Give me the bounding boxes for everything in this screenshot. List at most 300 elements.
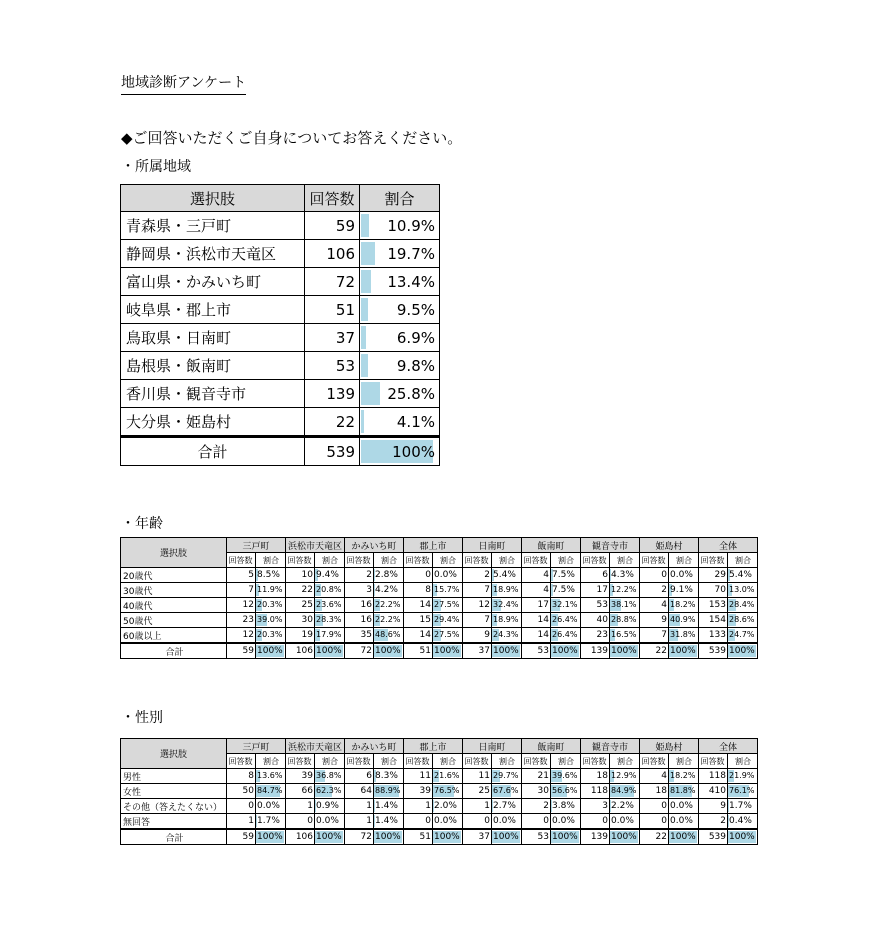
region-row: [121, 380, 440, 408]
gender-count: 1: [463, 799, 492, 814]
age-ratio-cell: [374, 583, 404, 598]
age-ratio-cell: [492, 568, 522, 583]
region-ratio: 4.1%: [396, 412, 435, 431]
region-row: [121, 268, 440, 296]
gender-count: 2: [522, 799, 551, 814]
gender-ratio: 0.0%: [611, 816, 634, 826]
gender-ratio-cell: [256, 814, 286, 830]
age-count: 7: [227, 583, 256, 598]
region-total-row: [121, 437, 440, 466]
region-ratio: 6.9%: [396, 328, 435, 347]
age-ratio: 100%: [257, 646, 283, 656]
gender-ratio: 88.9%: [375, 786, 401, 795]
region-label: 合計: [121, 437, 305, 466]
gender-header-count: 回答数: [522, 754, 551, 769]
gender-count: 0: [640, 814, 669, 830]
gender-ratio: 1.7%: [729, 801, 752, 811]
age-count: 10: [286, 568, 315, 583]
age-ratio: 22.2%: [375, 600, 401, 609]
gender-ratio: 2.7%: [493, 801, 516, 811]
age-header-group: 三戸町: [227, 538, 286, 553]
gender-ratio-cell: [315, 799, 345, 814]
gender-ratio-cell: [669, 829, 699, 845]
age-count: 23: [227, 613, 256, 628]
age-count: 7: [463, 613, 492, 628]
age-row: [121, 613, 758, 628]
age-ratio: 13.0%: [729, 585, 755, 594]
age-ratio: 28.8%: [611, 615, 637, 624]
age-header-ratio: 割合: [669, 553, 699, 568]
age-count: 4: [522, 568, 551, 583]
age-ratio-cell: [315, 568, 345, 583]
gender-count: 1: [286, 799, 315, 814]
age-count: 70: [699, 583, 728, 598]
age-count: 53: [581, 598, 610, 613]
age-ratio-cell: [610, 628, 640, 644]
gender-count: 39: [286, 769, 315, 784]
gender-header-count: 回答数: [286, 754, 315, 769]
gender-ratio: 0.9%: [316, 801, 339, 811]
gender-header-count: 回答数: [227, 754, 256, 769]
age-ratio: 9.1%: [670, 585, 693, 595]
region-row: [121, 408, 440, 437]
gender-count: 0: [286, 814, 315, 830]
age-ratio-cell: [669, 568, 699, 583]
gender-ratio-cell: [256, 829, 286, 845]
gender-count: 1: [404, 799, 433, 814]
age-ratio-cell: [610, 568, 640, 583]
age-count: 17: [522, 598, 551, 613]
age-ratio-cell: [433, 583, 463, 598]
age-ratio-cell: [551, 598, 581, 613]
age-header-group: かみいち町: [345, 538, 404, 553]
gender-count: 0: [404, 814, 433, 830]
gender-count: 139: [581, 829, 610, 845]
gender-ratio-cell: [669, 784, 699, 799]
age-count: 3: [345, 583, 374, 598]
gender-ratio: 2.0%: [434, 801, 457, 811]
gender-ratio: 2.2%: [611, 801, 634, 811]
gender-count: 51: [404, 829, 433, 845]
gender-label: 女性: [121, 784, 227, 799]
age-row: [121, 583, 758, 598]
gender-ratio-cell: [492, 784, 522, 799]
gender-count: 1: [345, 799, 374, 814]
gender-ratio: 3.8%: [552, 801, 575, 811]
age-count: 106: [286, 643, 315, 659]
age-header-count: 回答数: [286, 553, 315, 568]
gender-header-group: 全体: [699, 739, 758, 754]
gender-ratio-cell: [610, 829, 640, 845]
gender-count: 25: [463, 784, 492, 799]
age-ratio-cell: [610, 643, 640, 659]
age-ratio-cell: [728, 598, 758, 613]
gender-header-group: 姫島村: [640, 739, 699, 754]
age-count: 22: [640, 643, 669, 659]
age-count: 30: [286, 613, 315, 628]
age-ratio: 28.3%: [316, 615, 342, 624]
region-count: 53: [305, 352, 360, 380]
section-age-heading: ・年齢: [121, 516, 163, 532]
gender-ratio: 8.3%: [375, 771, 398, 781]
gender-ratio: 29.7%: [493, 771, 519, 780]
gender-row: [121, 784, 758, 799]
age-header-count: 回答数: [699, 553, 728, 568]
gender-ratio: 1.4%: [375, 801, 398, 811]
gender-ratio-cell: [374, 769, 404, 784]
region-ratio: 10.9%: [387, 216, 435, 235]
region-ratio: 19.7%: [387, 244, 435, 263]
region-ratio: 25.8%: [387, 384, 435, 403]
region-ratio-cell: [360, 212, 440, 240]
gender-count: 59: [227, 829, 256, 845]
gender-ratio-cell: [315, 829, 345, 845]
age-header-count: 回答数: [581, 553, 610, 568]
age-count: 4: [640, 598, 669, 613]
age-count: 14: [404, 628, 433, 644]
gender-ratio-cell: [315, 814, 345, 830]
age-ratio-cell: [256, 568, 286, 583]
gender-header-group: 郡上市: [404, 739, 463, 754]
age-count: 25: [286, 598, 315, 613]
gender-count: 18: [640, 784, 669, 799]
gender-count: 30: [522, 784, 551, 799]
gender-ratio: 100%: [611, 832, 637, 842]
age-ratio: 100%: [611, 646, 637, 656]
age-count: 19: [286, 628, 315, 644]
region-header-row: [121, 185, 440, 212]
age-ratio-cell: [492, 628, 522, 644]
age-ratio-cell: [551, 583, 581, 598]
gender-row: [121, 799, 758, 814]
age-header-count: 回答数: [404, 553, 433, 568]
gender-label: 男性: [121, 769, 227, 784]
age-count: 17: [581, 583, 610, 598]
gender-header-count: 回答数: [640, 754, 669, 769]
age-ratio: 100%: [434, 646, 460, 656]
gender-header-group: 日南町: [463, 739, 522, 754]
age-ratio: 15.7%: [434, 585, 460, 594]
age-label: 60歳以上: [121, 628, 227, 644]
gender-ratio: 12.9%: [611, 771, 637, 780]
gender-header-ratio: 割合: [492, 754, 522, 769]
age-ratio-cell: [728, 628, 758, 644]
section-region-heading: ・所属地域: [121, 159, 191, 175]
ratio-bar: [361, 298, 368, 321]
gender-ratio: 84.9%: [611, 786, 637, 795]
gender-count: 0: [522, 814, 551, 830]
gender-row: [121, 814, 758, 830]
age-count: 53: [522, 643, 551, 659]
age-ratio-cell: [315, 583, 345, 598]
age-count: 23: [581, 628, 610, 644]
age-ratio-cell: [551, 643, 581, 659]
gender-count: 118: [581, 784, 610, 799]
age-ratio: 0.0%: [670, 570, 693, 580]
age-label: 20歳代: [121, 568, 227, 583]
gender-count: 539: [699, 829, 728, 845]
age-count: 539: [699, 643, 728, 659]
gender-ratio-cell: [610, 769, 640, 784]
age-count: 5: [227, 568, 256, 583]
gender-header-count: 回答数: [581, 754, 610, 769]
age-ratio-cell: [433, 598, 463, 613]
gender-count: 72: [345, 829, 374, 845]
age-header-ratio: 割合: [551, 553, 581, 568]
age-header-group: 飯南町: [522, 538, 581, 553]
gender-ratio-cell: [433, 814, 463, 830]
gender-ratio: 76.1%: [729, 786, 755, 795]
gender-ratio-cell: [256, 784, 286, 799]
age-count: 16: [345, 598, 374, 613]
gender-count: 21: [522, 769, 551, 784]
region-ratio: 9.8%: [396, 356, 435, 375]
intro-text: ◆ご回答いただくご自身についてお答えください。: [121, 129, 463, 147]
gender-group-header-row: [121, 739, 758, 754]
age-group-header-row: [121, 538, 758, 553]
age-ratio: 11.9%: [257, 585, 283, 594]
age-ratio: 20.3%: [257, 600, 283, 609]
age-ratio-cell: [315, 643, 345, 659]
age-ratio-cell: [669, 598, 699, 613]
gender-ratio: 56.6%: [552, 786, 578, 795]
age-ratio-cell: [374, 643, 404, 659]
gender-ratio-cell: [551, 829, 581, 845]
region-label: 静岡県・浜松市天竜区: [121, 240, 305, 268]
age-ratio-cell: [433, 568, 463, 583]
age-count: 22: [286, 583, 315, 598]
age-header-ratio: 割合: [492, 553, 522, 568]
gender-header-count: 回答数: [699, 754, 728, 769]
gender-table: [120, 738, 758, 845]
gender-count: 2: [699, 814, 728, 830]
age-ratio-cell: [728, 568, 758, 583]
region-label: 島根県・飯南町: [121, 352, 305, 380]
gender-ratio-cell: [610, 784, 640, 799]
gender-ratio: 100%: [670, 832, 696, 842]
gender-ratio: 0.4%: [729, 816, 752, 826]
gender-ratio: 21.6%: [434, 771, 460, 780]
gender-count: 118: [699, 769, 728, 784]
gender-ratio: 81.8%: [670, 786, 696, 795]
region-count: 139: [305, 380, 360, 408]
age-ratio: 28.4%: [729, 600, 755, 609]
age-header-group: 姫島村: [640, 538, 699, 553]
region-ratio: 13.4%: [387, 272, 435, 291]
age-ratio-cell: [551, 568, 581, 583]
gender-ratio-cell: [433, 799, 463, 814]
age-ratio: 23.6%: [316, 600, 342, 609]
age-ratio: 48.6%: [375, 630, 401, 639]
gender-header-count: 回答数: [404, 754, 433, 769]
region-ratio: 9.5%: [396, 300, 435, 319]
age-ratio: 24.7%: [729, 630, 755, 639]
region-ratio-cell: [360, 268, 440, 296]
gender-ratio-cell: [374, 814, 404, 830]
gender-header-ratio: 割合: [610, 754, 640, 769]
age-ratio: 32.1%: [552, 600, 578, 609]
age-ratio: 22.2%: [375, 615, 401, 624]
age-ratio: 24.3%: [493, 630, 519, 639]
age-count: 0: [640, 568, 669, 583]
region-label: 香川県・観音寺市: [121, 380, 305, 408]
age-ratio: 31.8%: [670, 630, 696, 639]
gender-header-ratio: 割合: [374, 754, 404, 769]
age-label: 50歳代: [121, 613, 227, 628]
age-ratio-cell: [610, 583, 640, 598]
age-header-count: 回答数: [640, 553, 669, 568]
age-ratio: 32.4%: [493, 600, 519, 609]
gender-count: 106: [286, 829, 315, 845]
age-count: 14: [404, 598, 433, 613]
gender-ratio: 36.8%: [316, 771, 342, 780]
age-ratio: 100%: [316, 646, 342, 656]
age-ratio-cell: [492, 583, 522, 598]
gender-ratio: 100%: [257, 832, 283, 842]
gender-ratio-cell: [728, 784, 758, 799]
gender-ratio-cell: [374, 829, 404, 845]
gender-ratio-cell: [433, 769, 463, 784]
gender-count: 410: [699, 784, 728, 799]
age-ratio-cell: [669, 628, 699, 644]
age-ratio: 9.4%: [316, 570, 339, 580]
gender-ratio-cell: [374, 799, 404, 814]
region-count: 51: [305, 296, 360, 324]
age-ratio-cell: [374, 568, 404, 583]
age-ratio: 18.2%: [670, 600, 696, 609]
age-ratio: 2.8%: [375, 570, 398, 580]
gender-ratio: 100%: [552, 832, 578, 842]
gender-ratio: 18.2%: [670, 771, 696, 780]
age-header-count: 回答数: [345, 553, 374, 568]
ratio-bar: [361, 242, 375, 265]
gender-count: 4: [640, 769, 669, 784]
gender-header-ratio: 割合: [433, 754, 463, 769]
age-count: 14: [522, 613, 551, 628]
gender-header-choice: 選択肢: [121, 739, 227, 769]
age-ratio-cell: [610, 598, 640, 613]
age-ratio-cell: [669, 613, 699, 628]
age-ratio: 18.9%: [493, 585, 519, 594]
gender-count: 11: [463, 769, 492, 784]
age-header-ratio: 割合: [315, 553, 345, 568]
age-ratio: 28.6%: [729, 615, 755, 624]
age-count: 14: [522, 628, 551, 644]
age-count: 133: [699, 628, 728, 644]
age-header-group: 日南町: [463, 538, 522, 553]
gender-ratio-cell: [256, 769, 286, 784]
gender-ratio: 100%: [729, 832, 755, 842]
gender-ratio: 0.0%: [493, 816, 516, 826]
gender-count: 1: [345, 814, 374, 830]
age-count: 4: [522, 583, 551, 598]
age-ratio-cell: [374, 613, 404, 628]
gender-ratio: 13.6%: [257, 771, 283, 780]
gender-ratio: 62.3%: [316, 786, 342, 795]
gender-ratio: 1.4%: [375, 816, 398, 826]
gender-header-group: 三戸町: [227, 739, 286, 754]
gender-ratio-cell: [492, 829, 522, 845]
gender-header-group: 浜松市天竜区: [286, 739, 345, 754]
age-header-count: 回答数: [522, 553, 551, 568]
gender-ratio-cell: [610, 814, 640, 830]
ratio-bar: [361, 326, 366, 349]
age-row: [121, 598, 758, 613]
age-row: [121, 628, 758, 644]
gender-header-group: 飯南町: [522, 739, 581, 754]
gender-ratio: 1.7%: [257, 816, 280, 826]
gender-ratio-cell: [492, 799, 522, 814]
gender-count: 1: [227, 814, 256, 830]
age-count: 72: [345, 643, 374, 659]
age-ratio-cell: [492, 598, 522, 613]
age-count: 2: [345, 568, 374, 583]
age-ratio: 40.9%: [670, 615, 696, 624]
region-ratio: 100%: [392, 442, 435, 461]
gender-header-ratio: 割合: [669, 754, 699, 769]
gender-header-group: かみいち町: [345, 739, 404, 754]
age-header-choice: 選択肢: [121, 538, 227, 568]
age-ratio-cell: [315, 598, 345, 613]
age-header-group: 郡上市: [404, 538, 463, 553]
region-table: [120, 184, 440, 466]
gender-count: 3: [581, 799, 610, 814]
age-ratio: 0.0%: [434, 570, 457, 580]
gender-ratio-cell: [315, 784, 345, 799]
age-count: 0: [404, 568, 433, 583]
age-header-ratio: 割合: [374, 553, 404, 568]
age-count: 16: [345, 613, 374, 628]
gender-ratio-cell: [551, 769, 581, 784]
age-ratio-cell: [256, 583, 286, 598]
age-count: 154: [699, 613, 728, 628]
region-row: [121, 240, 440, 268]
gender-ratio-cell: [669, 814, 699, 830]
gender-row: [121, 769, 758, 784]
gender-header-group: 観音寺市: [581, 739, 640, 754]
region-label: 岐阜県・郡上市: [121, 296, 305, 324]
gender-count: 0: [581, 814, 610, 830]
gender-count: 0: [640, 799, 669, 814]
age-ratio: 100%: [375, 646, 401, 656]
region-ratio-cell: [360, 380, 440, 408]
region-row: [121, 212, 440, 240]
age-header-ratio: 割合: [256, 553, 286, 568]
age-ratio: 100%: [493, 646, 519, 656]
age-count: 2: [463, 568, 492, 583]
gender-ratio: 0.0%: [552, 816, 575, 826]
gender-ratio-cell: [433, 829, 463, 845]
gender-ratio: 84.7%: [257, 786, 283, 795]
gender-ratio-cell: [728, 829, 758, 845]
age-count: 29: [699, 568, 728, 583]
region-row: [121, 324, 440, 352]
age-count: 7: [640, 628, 669, 644]
age-header-count: 回答数: [227, 553, 256, 568]
header-choice: 選択肢: [121, 185, 305, 212]
gender-ratio-cell: [315, 769, 345, 784]
gender-header-ratio: 割合: [256, 754, 286, 769]
gender-ratio: 67.6%: [493, 786, 519, 795]
region-count: 22: [305, 408, 360, 437]
age-ratio: 4.3%: [611, 570, 634, 580]
age-row: [121, 568, 758, 583]
age-ratio: 20.3%: [257, 630, 283, 639]
gender-count: 64: [345, 784, 374, 799]
gender-ratio: 100%: [316, 832, 342, 842]
age-ratio: 17.9%: [316, 630, 342, 639]
gender-ratio: 39.6%: [552, 771, 578, 780]
